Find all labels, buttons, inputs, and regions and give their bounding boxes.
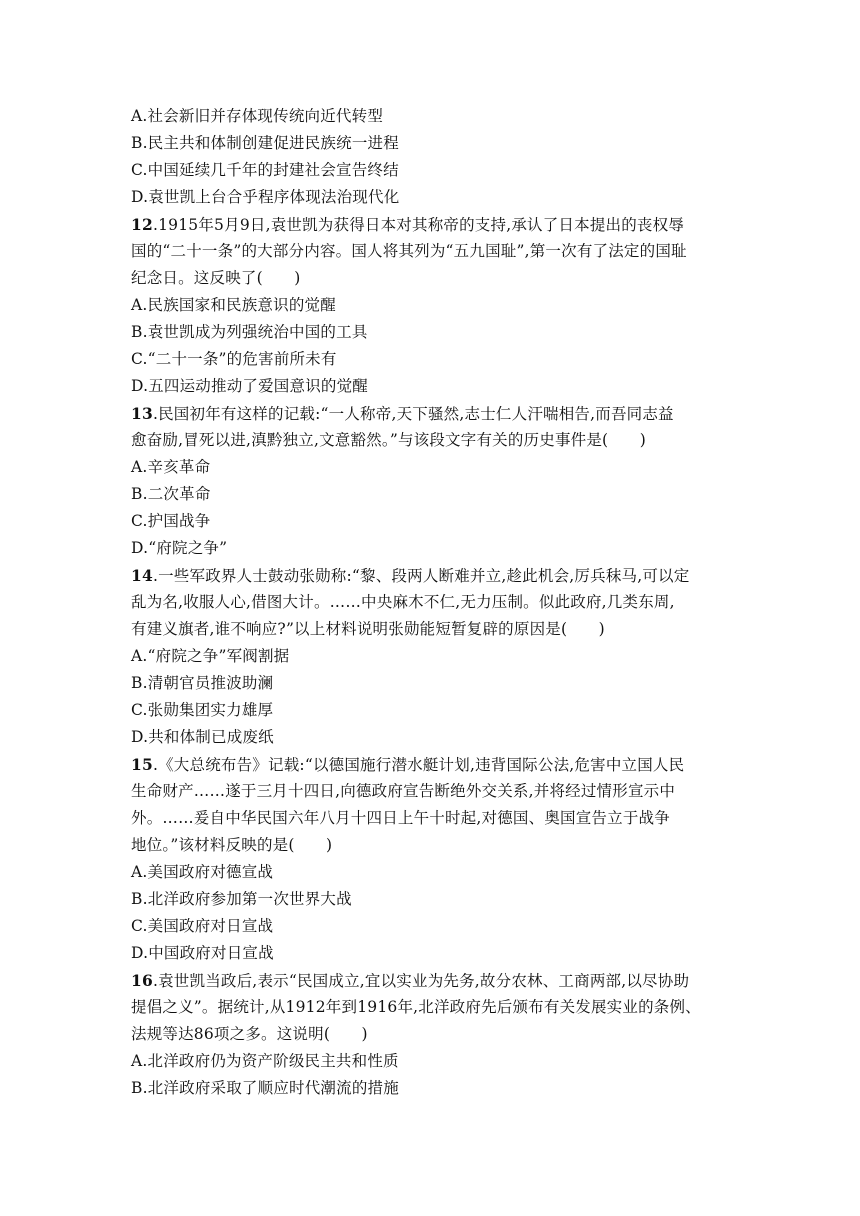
question-16 bbox=[131, 967, 736, 1102]
q12-stem-line: 纪念日。这反映了( ) bbox=[131, 269, 301, 287]
q15-stem-line: 外。……爰自中华民国六年八月十四日上午十时起,对德国、奥国宣告立于战争 bbox=[131, 809, 670, 827]
q11-option-b: B.民主共和体制创建促进民族统一进程 bbox=[131, 134, 399, 152]
q12-stem-text: .1915年5月9日,袁世凯为获得日本对其称帝的支持,承认了日本提出的丧权辱 bbox=[152, 216, 685, 234]
q12-option-d: D.五四运动推动了爱国意识的觉醒 bbox=[131, 377, 369, 395]
q14-option-a: A.“府院之争”军阀割据 bbox=[131, 647, 290, 665]
q16-stem-text: .袁世凯当政后,表示“民国成立,宜以实业为先务,故分农林、工商两部,以尽协助 bbox=[152, 972, 690, 990]
q13-option-b: B.二次革命 bbox=[131, 485, 211, 503]
question-11 bbox=[131, 103, 736, 211]
question-12 bbox=[131, 211, 736, 400]
q12-stem-line bbox=[131, 211, 736, 238]
q13-stem-line bbox=[131, 400, 736, 427]
q11-option-d: D.袁世凯上台合乎程序体现法治现代化 bbox=[131, 188, 400, 206]
q11-option-c: C.中国延续几千年的封建社会宣告终结 bbox=[131, 161, 399, 179]
q12-number: 12 bbox=[131, 215, 153, 234]
q16-option-b: B.北洋政府采取了顺应时代潮流的措施 bbox=[131, 1079, 399, 1097]
q15-stem-line: 地位。”该材料反映的是( ) bbox=[131, 836, 333, 854]
question-page bbox=[131, 103, 736, 1102]
question-15 bbox=[131, 751, 736, 967]
q13-stem-text: .民国初年有这样的记载:“一人称帝,天下骚然,志士仁人汗喘相告,而吾同志益 bbox=[152, 405, 674, 423]
q16-number: 16 bbox=[131, 971, 153, 990]
q13-option-a: A.辛亥革命 bbox=[131, 458, 211, 476]
q16-stem-line bbox=[131, 967, 736, 994]
q11-option-a: A.社会新旧并存体现传统向近代转型 bbox=[131, 107, 384, 125]
q12-option-b: B.袁世凯成为列强统治中国的工具 bbox=[131, 323, 368, 341]
q13-option-c: C.护国战争 bbox=[131, 512, 211, 530]
q12-option-c: C.“二十一条”的危害前所未有 bbox=[131, 350, 337, 368]
q13-number: 13 bbox=[131, 404, 153, 423]
q14-stem-text: .一些军政界人士鼓动张勋称:“黎、段两人断难并立,趁此机会,厉兵秣马,可以定 bbox=[152, 567, 690, 585]
q15-stem-line: 生命财产……遂于三月十四日,向德政府宣告断绝外交关系,并将经过情形宣示中 bbox=[131, 782, 676, 800]
q15-option-b: B.北洋政府参加第一次世界大战 bbox=[131, 890, 352, 908]
q14-option-c: C.张勋集团实力雄厚 bbox=[131, 701, 274, 719]
q15-option-a: A.美国政府对德宣战 bbox=[131, 863, 274, 881]
question-13 bbox=[131, 400, 736, 562]
q13-option-d: D.“府院之争” bbox=[131, 539, 228, 557]
question-14 bbox=[131, 562, 736, 751]
q16-option-a: A.北洋政府仍为资产阶级民主共和性质 bbox=[131, 1052, 399, 1070]
q14-option-d: D.共和体制已成废纸 bbox=[131, 728, 274, 746]
q15-stem-text: .《大总统布告》记载:“以德国施行潜水艇计划,违背国际公法,危害中立国人民 bbox=[152, 756, 685, 774]
q15-stem-line bbox=[131, 751, 736, 778]
q16-stem-line: 提倡之义”。据统计,从1912年到1916年,北洋政府先后颁布有关发展实业的条例、 bbox=[131, 998, 701, 1016]
q13-stem-line: 愈奋励,冒死以进,滇黔独立,文意豁然。”与该段文字有关的历史事件是( ) bbox=[131, 431, 646, 449]
q15-option-c: C.美国政府对日宣战 bbox=[131, 917, 274, 935]
q16-stem-line: 法规等达86项之多。这说明( ) bbox=[131, 1025, 368, 1043]
q15-option-d: D.中国政府对日宣战 bbox=[131, 944, 274, 962]
q14-stem-line bbox=[131, 562, 736, 589]
q12-stem-line: 国的“二十一条”的大部分内容。国人将其列为“五九国耻”,第一次有了法定的国耻 bbox=[131, 242, 687, 260]
q14-number: 14 bbox=[131, 566, 153, 585]
q14-stem-line: 有建义旗者,谁不响应?”以上材料说明张勋能短暂复辟的原因是( ) bbox=[131, 620, 605, 638]
q14-stem-line: 乱为名,收服人心,借图大计。……中央麻木不仁,无力压制。似此政府,几类东周, bbox=[131, 593, 675, 611]
q14-option-b: B.清朝官员推波助澜 bbox=[131, 674, 274, 692]
q12-option-a: A.民族国家和民族意识的觉醒 bbox=[131, 296, 336, 314]
q15-number: 15 bbox=[131, 755, 153, 774]
